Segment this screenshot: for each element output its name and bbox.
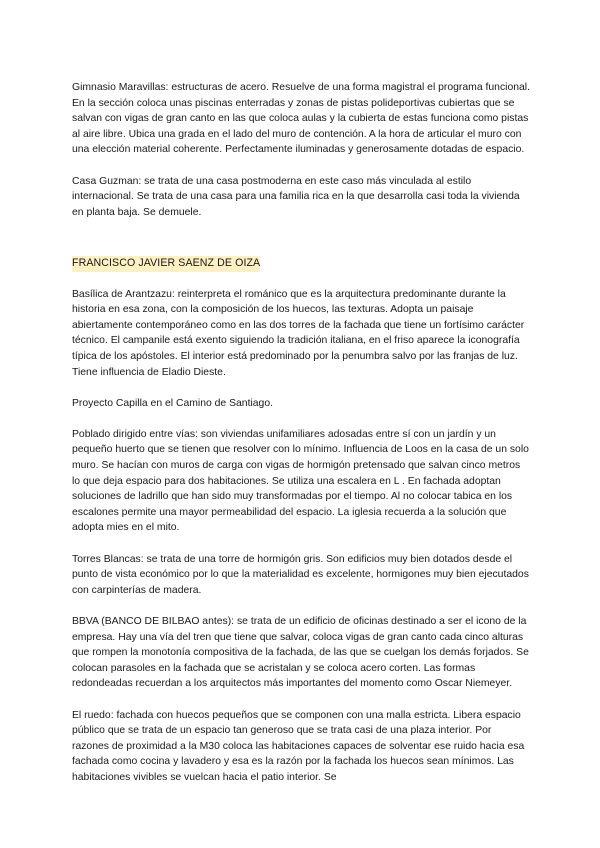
paragraph-gimnasio-maravillas: Gimnasio Maravillas: estructuras de acero. Resuelve de una forma magistral el programa funcional. En la sección coloca unas piscinas enterradas y zonas de pistas polideportivas cubiertas que se salvan con vigas de gran canto en las que coloca aulas y la cubierta de estas funciona como pistas al aire libre. Ubica una grada en el lado del muro de contención. A la hora de articular el muro con una elección material coherente. Perfectamente iluminadas y generosamente dotadas de espacio. [72,82,530,156]
paragraph-bbva: BBVA (BANCO DE BILBAO antes): se trata de un edificio de oficinas destinado a ser el icono de la empresa. Hay una vía del tren que tiene que salvar, coloca vigas de gran canto cada cinco alturas que rompen la monotonía compositiva de la fachada, de las que se cuelgan los demás forjados. Se colocan parasoles en la fachada que se acristalan y se coloca acero corten. Las formas redondeadas recuerdan a los arquitectos más importantes del momento como Oscar Niemeyer. [72,616,529,690]
section-heading: FRANCISCO JAVIER SAENZ DE OIZA [72,256,260,272]
paragraph-torres-blancas: Torres Blancas: se trata de una torre de hormigón gris. Son edificios muy bien dotados desde el punto de vista económico por lo que la materialidad es excelente, hormigones muy bien ejecutados con carpinterías de madera. [72,553,529,596]
paragraph-capilla-camino-santiago: Proyecto Capilla en el Camino de Santiago. [72,397,274,409]
paragraph-basilica-arantzazu: Basílica de Arantzazu: reinterpreta el románico que es la arquitectura predominante durante la historia en esa zona, con la composición de los huecos, las texturas. Adopta un paisaje abiertamente contemporáneo como en las dos torres de la fachada que tiene un fortísimo carácter técnico. El campanile está exento siguiendo la tradición italiana, en el friso aparece la iconografía típica de los apóstoles. El interior está predominado por la penumbra salvo por las franjas de luz. Tiene influencia de Eladio Dieste. [72,288,525,378]
paragraph-casa-guzman: Casa Guzman: se trata de una casa postmoderna en este caso más vinculada al estilo internacional. Se trata de una casa para una familia rica en la que desarrolla casi toda la vivienda en planta baja. Se demuele. [72,175,520,218]
paragraph-el-ruedo: El ruedo: fachada con huecos pequeños que se componen con una malla estricta. Libera espacio público que se trata de un espacio tan generoso que se trata casi de una plaza interior. Por razones de proximidad a la M30 coloca las habitaciones capaces de solventar ese ruido hacia esa fachada como cocina y lavadero y esa es la razón por la fachada los huecos sean mínimos. Las habitaciones vivibles se vuelcan hacia el patio interior. Se [72,709,525,783]
document-body [72,80,530,801]
section-heading-wrapper [72,236,530,287]
paragraph-poblado-dirigido: Poblado dirigido entre vías: son viviendas unifamiliares adosadas entre sí con un jardín y un pequeño huerto que se tienen que resolver con lo mínimo. Influencia de Loos en la casa de un solo muro. Se hacían con muros de carga con vigas de hormigón pretensado que salvan cinco metros lo que deja espacio para dos habitaciones. Se utiliza una escalera en L . En fachada adoptan soluciones de ladrillo que han sido muy transformadas por el tiempo. Al no colocar tabica en los escalones permite una mayor permeabilidad del espacio. La iglesia recuerda a la solución que adopta mies en el mito. [72,428,529,534]
